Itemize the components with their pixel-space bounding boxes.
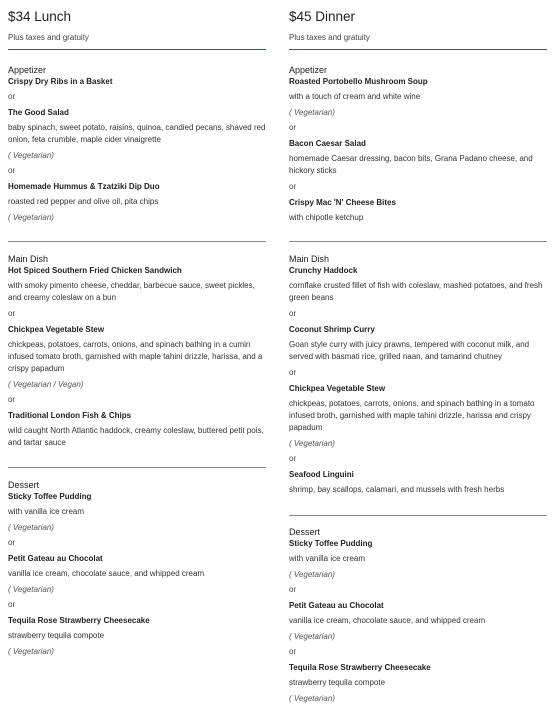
- menu-item: [289, 383, 547, 449]
- menu-item: [8, 181, 266, 223]
- item-name: Tequila Rose Strawberry Cheesecake: [8, 616, 150, 625]
- item-description: with vanilla ice cream: [8, 507, 85, 516]
- item-name: Chickpea Vegetable Stew: [289, 384, 386, 393]
- or-separator: or: [8, 166, 16, 175]
- menu-item: [289, 76, 547, 118]
- dinner-appetizer-heading: Appetizer: [289, 65, 328, 75]
- or-separator: or: [289, 585, 297, 594]
- dinner-dessert-section: [289, 526, 547, 704]
- menu-item: [8, 553, 266, 595]
- or-separator: or: [8, 538, 16, 547]
- menu-item: [8, 76, 266, 87]
- lunch-dessert-section: [8, 479, 266, 657]
- item-name: Seafood Linguini: [289, 470, 354, 479]
- item-dietary-note: ( Vegetarian): [8, 523, 54, 532]
- item-dietary-note: ( Vegetarian): [289, 694, 335, 703]
- menu-item: [289, 197, 547, 224]
- menu-item: [289, 265, 547, 304]
- dinner-header-divider: [289, 49, 547, 50]
- item-name: Chickpea Vegetable Stew: [8, 325, 105, 334]
- or-separator: or: [289, 182, 297, 191]
- item-name: Coconut Shrimp Curry: [289, 325, 375, 334]
- or-separator: or: [8, 92, 16, 101]
- item-description: vanilla ice cream, chocolate sauce, and whipped cream: [289, 616, 486, 625]
- item-name: Homemade Hummus & Tzatziki Dip Duo: [8, 182, 160, 191]
- item-description: chickpeas, potatoes, carrots, onions, and spinach bathing in a tomato infused broth, garnished with maple tahini drizzle, harissa and crispy papadum: [289, 399, 535, 432]
- dinner-title: $45 Dinner: [289, 9, 356, 24]
- item-name: Hot Spiced Southern Fried Chicken Sandwich: [8, 266, 182, 275]
- dinner-main-heading: Main Dish: [289, 254, 330, 264]
- dinner-main-divider: [289, 515, 547, 516]
- lunch-main-heading: Main Dish: [8, 254, 49, 264]
- item-description: strawberry tequila compote: [289, 678, 386, 687]
- dinner-appetizer-divider: [289, 241, 547, 242]
- item-description: wild caught North Atlantic haddock, creamy coleslaw, buttered petit pois, and tartar sauce: [8, 426, 264, 447]
- item-dietary-note: ( Vegetarian): [289, 439, 335, 448]
- item-description: roasted red pepper and olive oil, pita chips: [8, 197, 159, 206]
- item-description: chickpeas, potatoes, carrots, onions, and spinach bathing in a cumin infused tomato broth, garnished with maple tahini drizzle, harissa, and a crispy papadum: [8, 340, 263, 373]
- item-description: Goan style curry with juicy prawns, tempered with coconut milk, and served with basmati rice, grilled naan, and tamarind chutney: [289, 340, 530, 361]
- lunch-appetizer-heading: Appetizer: [8, 65, 47, 75]
- item-description: homemade Caesar dressing, bacon bits, Grana Padano cheese, and hickory sticks: [289, 154, 533, 175]
- item-dietary-note: ( Vegetarian): [289, 570, 335, 579]
- menu-item: [8, 491, 266, 533]
- lunch-appetizer-divider: [8, 241, 266, 242]
- item-dietary-note: ( Vegetarian): [289, 108, 335, 117]
- menu-item: [289, 469, 547, 496]
- menu-item: [289, 662, 547, 704]
- item-name: Roasted Portobello Mushroom Soup: [289, 77, 428, 86]
- item-name: Petit Gateau au Chocolat: [8, 554, 103, 563]
- or-separator: or: [8, 395, 16, 404]
- dinner-main-section: [289, 253, 547, 496]
- item-name: Crispy Mac 'N' Cheese Bites: [289, 198, 396, 207]
- lunch-header-divider: [8, 49, 266, 50]
- menu-item: [8, 107, 266, 161]
- lunch-dessert-heading: Dessert: [8, 480, 40, 490]
- item-description: shrimp, bay scallops, calamari, and mussels with fresh herbs: [289, 485, 505, 494]
- menu-item: [8, 324, 266, 390]
- menu-item: [8, 615, 266, 657]
- menu-item: [289, 538, 547, 580]
- dinner-dessert-heading: Dessert: [289, 527, 321, 537]
- item-name: Tequila Rose Strawberry Cheesecake: [289, 663, 431, 672]
- item-name: Crispy Dry Ribs in a Basket: [8, 77, 113, 86]
- item-description: with vanilla ice cream: [289, 554, 366, 563]
- item-name: Crunchy Haddock: [289, 266, 358, 275]
- dinner-subtitle: Plus taxes and gratuity: [289, 33, 370, 42]
- item-dietary-note: ( Vegetarian / Vegan): [8, 380, 84, 389]
- item-description: with smoky pimento cheese, cheddar, barbecue sauce, sweet pickles, and creamy coleslaw on a bun: [8, 281, 255, 302]
- menu-item: [8, 265, 266, 304]
- lunch-subtitle: Plus taxes and gratuity: [8, 33, 89, 42]
- or-separator: or: [289, 123, 297, 132]
- item-name: Sticky Toffee Pudding: [289, 539, 373, 548]
- menu-item: [289, 324, 547, 363]
- or-separator: or: [8, 600, 16, 609]
- item-name: The Good Salad: [8, 108, 69, 117]
- item-dietary-note: ( Vegetarian): [8, 151, 54, 160]
- menu-item: [289, 600, 547, 642]
- item-description: with chipotle ketchup: [289, 213, 364, 222]
- lunch-main-divider: [8, 467, 266, 468]
- lunch-main-section: [8, 253, 266, 449]
- item-dietary-note: ( Vegetarian): [8, 585, 54, 594]
- dinner-appetizer-section: [289, 64, 547, 224]
- item-description: strawberry tequila compote: [8, 631, 105, 640]
- item-description: vanilla ice cream, chocolate sauce, and whipped cream: [8, 569, 205, 578]
- or-separator: or: [289, 647, 297, 656]
- item-dietary-note: ( Vegetarian): [8, 647, 54, 656]
- item-name: Sticky Toffee Pudding: [8, 492, 92, 501]
- or-separator: or: [289, 309, 297, 318]
- menu-item: [8, 410, 266, 449]
- item-description: baby spinach, sweet potato, raisins, quinoa, candied pecans, shaved red onion, feta crumble, maple cider vinaigrette: [8, 123, 266, 144]
- or-separator: or: [289, 454, 297, 463]
- item-description: cornflake crusted fillet of fish with coleslaw, mashed potatoes, and fresh green beans: [289, 281, 543, 302]
- or-separator: or: [8, 309, 16, 318]
- item-dietary-note: ( Vegetarian): [8, 213, 54, 222]
- item-name: Traditional London Fish & Chips: [8, 411, 132, 420]
- item-dietary-note: ( Vegetarian): [289, 632, 335, 641]
- lunch-appetizer-section: [8, 64, 266, 223]
- item-description: with a touch of cream and white wine: [289, 92, 421, 101]
- or-separator: or: [289, 368, 297, 377]
- item-name: Petit Gateau au Chocolat: [289, 601, 384, 610]
- lunch-title: $34 Lunch: [8, 9, 72, 24]
- menu-item: [289, 138, 547, 177]
- item-name: Bacon Caesar Salad: [289, 139, 366, 148]
